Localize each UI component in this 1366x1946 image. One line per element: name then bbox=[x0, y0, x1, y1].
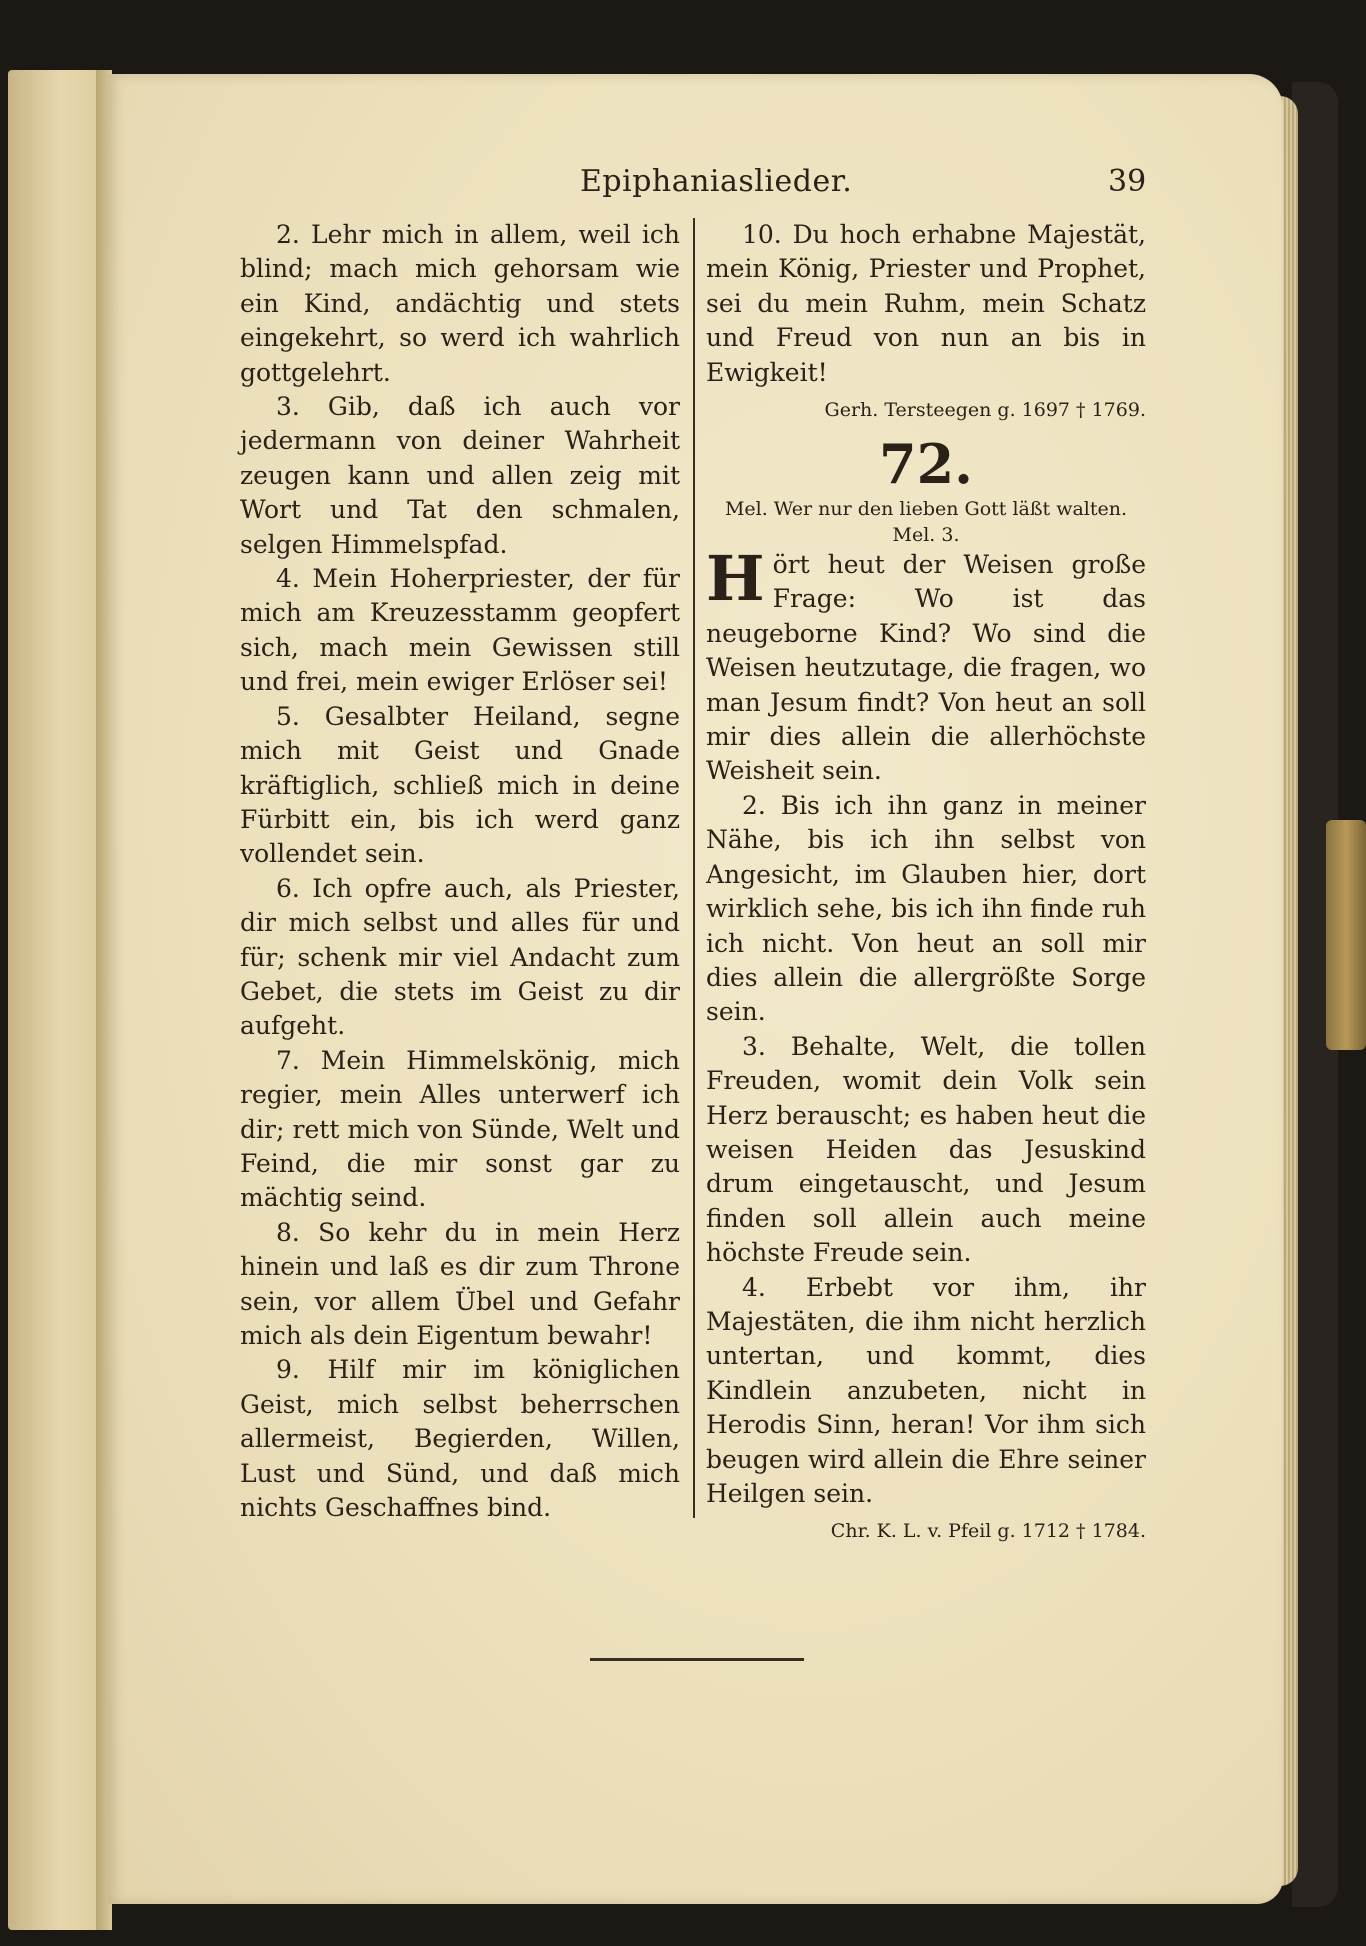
left-column bbox=[240, 218, 680, 1525]
author-attribution: Chr. K. L. v. Pfeil g. 1712 † 1784. bbox=[830, 1520, 1146, 1543]
verse: 4. Erbebt vor ihm, ihr Majestäten, die ihm nicht herzlich untertan, und kommt, dies Kindlein anzubeten, nicht in Herodis Sinn, heran! Vor ihm sich beugen wird allein die Ehre seiner Heilgen sein. bbox=[706, 1272, 1146, 1508]
verse: 9. Hilf mir im königlichen Geist, mich selbst beherrschen allermeist, Begierden, Willen, Lust und Sünd, und daß mich nichts Geschaffnes bind. bbox=[240, 1355, 680, 1523]
melody-number: Mel. 3. bbox=[892, 524, 960, 547]
author-attribution: Gerh. Tersteegen g. 1697 † 1769. bbox=[824, 399, 1146, 422]
verse: 5. Gesalbter Heiland, segne mich mit Geist und Gnade kräftiglich, schließ mich in deine Fürbitt ein, bis ich werd ganz vollendet sein. bbox=[240, 701, 680, 869]
verse: 3. Behalte, Welt, die tollen Freuden, womit dein Volk sein Herz berauscht; es haben heut die weisen Heiden das Jesuskind drum eingetauscht, und Jesum finden soll allein auch meine höchste Freude sein. bbox=[706, 1031, 1146, 1268]
melody-reference: Mel. Wer nur den lieben Gott läßt walten. bbox=[724, 498, 1128, 521]
verse: 8. So kehr du in mein Herz hinein und laß es dir zum Throne sein, vor allem Übel und Gefahr mich als dein Eigentum bewahr! bbox=[240, 1217, 680, 1350]
closing-rule bbox=[590, 1658, 804, 1661]
right-column bbox=[706, 218, 1146, 1545]
verse: 3. Gib, daß ich auch vor jedermann von deiner Wahrheit zeugen kann und allen zeig mit Wort und Tat den schmalen, selgen Himmelspfad. bbox=[240, 392, 680, 559]
brass-clasp bbox=[1326, 820, 1366, 1050]
column-divider bbox=[693, 218, 695, 1518]
verse: 6. Ich opfre auch, als Priester, dir mich selbst und alles für und für; schenk mir viel Andacht zum Gebet, die stets im Geist zu dir aufgeht. bbox=[240, 873, 680, 1041]
verse: 2. Lehr mich in allem, weil ich blind; mach mich gehorsam wie ein Kind, andächtig und stets eingekehrt, so werd ich wahrlich gottgelehrt. bbox=[240, 220, 680, 387]
hymn-number: 72. bbox=[879, 432, 973, 497]
verse: 2. Bis ich ihn ganz in meiner Nähe, bis ich ihn selbst von Angesicht, im Glauben hier, dort wirklich sehe, bis ich ihn finde ruh ich nicht. Von heut an soll mir dies allein die allergrößte Sorge sein. bbox=[706, 790, 1146, 1027]
page-number: 39 bbox=[1108, 164, 1147, 199]
first-verse-text: ört heut der Weisen große Frage: Wo ist das neugeborne Kind? Wo sind die Weisen heutzutage, die fragen, wo man Jesum findt? Von heut an soll mir dies allein die allerhöchste Weisheit sein. bbox=[706, 550, 1146, 786]
drop-cap: H bbox=[706, 542, 765, 616]
verse: 10. Du hoch erhabne Majestät, mein König, Priester und Prophet, sei du mein Ruhm, mein Schatz und Freud von nun an bis in Ewigkeit! bbox=[706, 220, 1146, 387]
verse: 4. Mein Hoherpriester, der für mich am Kreuzesstamm geopfert sich, mach mein Gewissen still und frei, mein ewiger Erlöser sei! bbox=[240, 564, 680, 697]
facing-page-edge bbox=[8, 70, 104, 1930]
first-verse bbox=[706, 542, 1146, 789]
running-header: Epiphaniaslieder. bbox=[580, 164, 853, 199]
verse: 7. Mein Himmelskönig, mich regier, mein Alles unterwerf ich dir; rett mich von Sünde, Welt und Feind, die mir sonst gar zu mächtig seind. bbox=[240, 1045, 680, 1213]
